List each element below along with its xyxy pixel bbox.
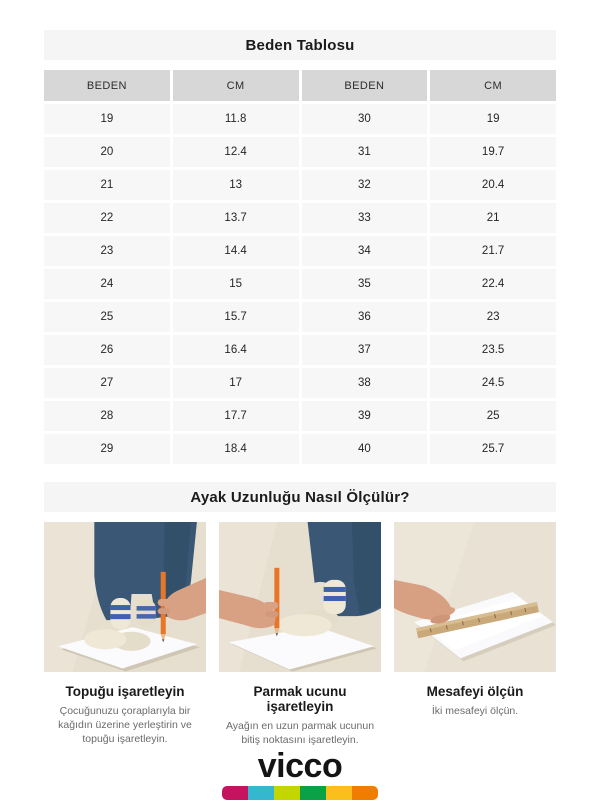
mark-toe-photo <box>219 522 381 672</box>
step-caption-measure <box>394 684 556 747</box>
size-table-grid <box>44 70 556 464</box>
table-cell: 15.7 <box>173 302 299 332</box>
step-description: İki mesafeyi ölçün. <box>431 705 519 717</box>
table-cell: 25 <box>44 302 170 332</box>
table-cell: 19.7 <box>430 137 556 167</box>
column-header-beden-left: BEDEN <box>44 70 170 101</box>
table-cell: 31 <box>302 137 428 167</box>
table-cell: 25 <box>430 401 556 431</box>
table-cell: 17 <box>173 368 299 398</box>
logo-bar-segment <box>248 786 274 800</box>
step-title: Topuğu işaretleyin <box>65 684 185 699</box>
table-cell: 26 <box>44 335 170 365</box>
table-cell: 23 <box>44 236 170 266</box>
table-cell: 22 <box>44 203 170 233</box>
brand-footer <box>0 749 600 800</box>
step-caption-toe <box>219 684 381 747</box>
mark-heel-photo <box>44 522 206 672</box>
column-header-cm-right: CM <box>430 70 556 101</box>
vicco-logo-text: vicco <box>257 747 343 785</box>
table-cell: 40 <box>302 434 428 464</box>
table-cell: 24 <box>44 269 170 299</box>
table-cell: 39 <box>302 401 428 431</box>
table-cell: 20 <box>44 137 170 167</box>
table-cell: 33 <box>302 203 428 233</box>
table-cell: 12.4 <box>173 137 299 167</box>
table-cell: 20.4 <box>430 170 556 200</box>
guide-photos-row <box>44 522 556 672</box>
table-cell: 13.7 <box>173 203 299 233</box>
table-cell: 35 <box>302 269 428 299</box>
logo-bar-segment <box>326 786 352 800</box>
step-description: Çocuğunuzu çoraplarıyla bir kağıdın üzerine yerleştirin ve topuğu işaretleyin. <box>58 705 192 746</box>
table-cell: 32 <box>302 170 428 200</box>
table-cell: 21 <box>44 170 170 200</box>
logo-bar-segment <box>274 786 300 800</box>
logo-bar-segment <box>300 786 326 800</box>
table-cell: 17.7 <box>173 401 299 431</box>
table-cell: 36 <box>302 302 428 332</box>
table-cell: 24.5 <box>430 368 556 398</box>
table-cell: 29 <box>44 434 170 464</box>
mark-toe-illustration <box>219 522 381 672</box>
logo-bar-segment <box>352 786 378 800</box>
step-title: Mesafeyi ölçün <box>426 684 524 699</box>
column-header-beden-right: BEDEN <box>302 70 428 101</box>
table-cell: 23.5 <box>430 335 556 365</box>
step-description: Ayağın en uzun parmak ucunun bitiş noktasını işaretleyin. <box>225 720 375 747</box>
table-cell: 37 <box>302 335 428 365</box>
table-cell: 21.7 <box>430 236 556 266</box>
table-cell: 21 <box>430 203 556 233</box>
table-cell: 30 <box>302 104 428 134</box>
table-cell: 34 <box>302 236 428 266</box>
table-cell: 18.4 <box>173 434 299 464</box>
guide-captions-row <box>44 684 556 747</box>
table-cell: 23 <box>430 302 556 332</box>
table-cell: 38 <box>302 368 428 398</box>
table-cell: 14.4 <box>173 236 299 266</box>
logo-bar-segment <box>222 786 248 800</box>
column-header-cm-left: CM <box>173 70 299 101</box>
table-cell: 15 <box>173 269 299 299</box>
size-table-title: Beden Tablosu <box>245 36 355 54</box>
measure-guide-header <box>44 482 556 512</box>
table-cell: 11.8 <box>173 104 299 134</box>
step-title: Parmak ucunu işaretleyin <box>253 684 347 714</box>
table-cell: 22.4 <box>430 269 556 299</box>
measure-distance-photo <box>394 522 556 672</box>
logo-bar <box>222 786 378 800</box>
table-cell: 19 <box>430 104 556 134</box>
table-cell: 25.7 <box>430 434 556 464</box>
step-caption-heel <box>44 684 206 747</box>
measure-distance-illustration <box>394 522 556 672</box>
table-cell: 28 <box>44 401 170 431</box>
size-table-header <box>44 30 556 60</box>
table-cell: 13 <box>173 170 299 200</box>
mark-heel-illustration <box>44 522 206 672</box>
table-cell: 27 <box>44 368 170 398</box>
table-cell: 19 <box>44 104 170 134</box>
table-cell: 16.4 <box>173 335 299 365</box>
measure-guide-title: Ayak Uzunluğu Nasıl Ölçülür? <box>190 488 410 506</box>
